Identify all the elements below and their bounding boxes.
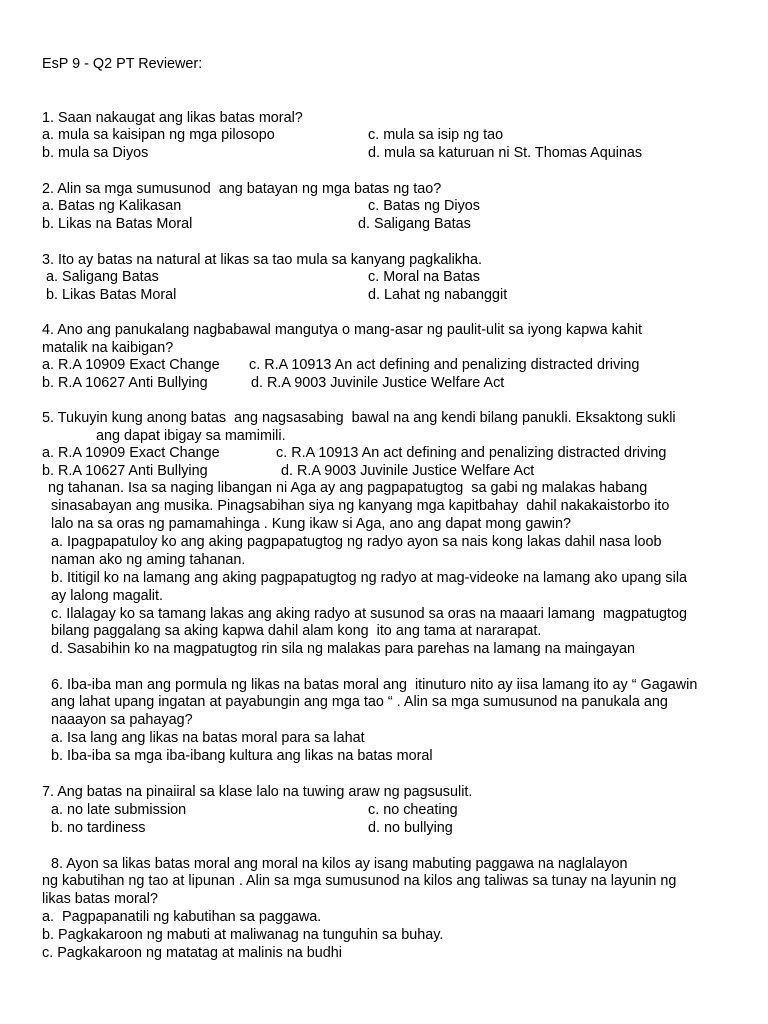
scenario-choice-a-line-2: naman ako ng aming tahanan. bbox=[51, 552, 246, 568]
q3-choice-b: b. Likas Batas Moral bbox=[46, 287, 177, 303]
q6-choice-a: a. Isa lang ang likas na batas moral para sa lahat bbox=[51, 730, 365, 746]
q4-choice-a: a. R.A 10909 Exact Change bbox=[42, 357, 220, 373]
scenario-choice-c-line-2: bilang paggalang sa aking kapwa dahil alam kong ito ang tama at nararapat. bbox=[51, 623, 542, 639]
q8-question-line-3: likas batas moral? bbox=[42, 891, 158, 907]
q6-choice-b: b. Iba-iba sa mga iba-ibang kultura ang likas na batas moral bbox=[51, 748, 433, 764]
q5-choice-c: c. R.A 10913 An act defining and penalizing distracted driving bbox=[276, 445, 667, 461]
q3-choice-a: a. Saligang Batas bbox=[46, 269, 159, 285]
scenario-choice-b-line-2: ay lalong magalit. bbox=[51, 588, 163, 604]
scenario-choice-b-line-1: b. Ititigil ko na lamang ang aking pagpapatugtog ng radyo at mag-videoke na lamang ako upang sila bbox=[51, 570, 688, 586]
q3-question: 3. Ito ay batas na natural at likas sa tao mula sa kanyang pagkalikha. bbox=[42, 252, 482, 268]
q7-question: 7. Ang batas na pinaiiral sa klase lalo na tuwing araw ng pagsusulit. bbox=[42, 784, 473, 800]
q3-choice-d: d. Lahat ng nabanggit bbox=[368, 287, 508, 303]
scenario-line-3: lalo na sa oras ng pamamahinga . Kung ikaw si Aga, ano ang dapat mong gawin? bbox=[51, 516, 572, 532]
q5-question-line-1: 5. Tukuyin kung anong batas ang nagsasabing bawal na ang kendi bilang panukli. Eksaktong sukli bbox=[42, 410, 676, 426]
q5-question-line-2: ang dapat ibigay sa mamimili. bbox=[96, 428, 286, 444]
scenario-line-1: ng tahanan. Isa sa naging libangan ni Aga ay ang pagpapatugtog sa gabi ng malakas habang bbox=[48, 480, 648, 496]
scenario-choice-c-line-1: c. Ilalagay ko sa tamang lakas ang aking radyo at susunod sa oras na maaari lamang magpatugtog bbox=[51, 606, 687, 622]
q8-question-line-1: 8. Ayon sa likas batas moral ang moral na kilos ay isang mabuting paggawa na naglalayon bbox=[51, 856, 628, 872]
q1-choice-a: a. mula sa kaisipan ng mga pilosopo bbox=[42, 127, 275, 143]
q5-choice-a: a. R.A 10909 Exact Change bbox=[42, 445, 220, 461]
q8-question-line-2: ng kabutihan ng tao at lipunan . Alin sa mga sumusunod na kilos ang taliwas sa tunay na layunin ng bbox=[42, 873, 677, 889]
q1-question: 1. Saan nakaugat ang likas batas moral? bbox=[42, 110, 303, 126]
scenario-choice-a-line-1: a. Ipagpapatuloy ko ang aking pagpapatugtog ng radyo ayon sa nais kong lakas dahil nasa loob bbox=[51, 534, 662, 550]
q5-choice-d: d. R.A 9003 Juvinile Justice Welfare Act bbox=[281, 463, 535, 479]
q1-choice-d: d. mula sa katuruan ni St. Thomas Aquinas bbox=[368, 145, 643, 161]
q8-choice-c: c. Pagkakaroon ng matatag at malinis na budhi bbox=[42, 945, 342, 961]
q6-question-line-2: ang lahat upang ingatan at payabungin ang mga tao “ . Alin sa mga sumusunod na panukala ang bbox=[51, 694, 668, 710]
q2-choice-a: a. Batas ng Kalikasan bbox=[42, 198, 182, 214]
q4-choice-b: b. R.A 10627 Anti Bullying bbox=[42, 375, 208, 391]
q4-choice-d: d. R.A 9003 Juvinile Justice Welfare Act bbox=[251, 375, 505, 391]
q7-choice-b: b. no tardiness bbox=[51, 820, 146, 836]
document-title: EsP 9 - Q2 PT Reviewer: bbox=[42, 56, 203, 72]
q2-choice-b: b. Likas na Batas Moral bbox=[42, 216, 193, 232]
q8-choice-a: a. Pagpapanatili ng kabutihan sa paggawa. bbox=[42, 909, 322, 925]
q3-choice-c: c. Moral na Batas bbox=[368, 269, 480, 285]
q4-question-line-2: matalik na kaibigan? bbox=[42, 340, 174, 356]
q6-question-line-3: naaayon sa pahayag? bbox=[51, 712, 193, 728]
q5-choice-b: b. R.A 10627 Anti Bullying bbox=[42, 463, 208, 479]
scenario-choice-d: d. Sasabihin ko na magpatugtog rin sila ng malakas para parehas na lamang na maingayan bbox=[51, 641, 635, 657]
q8-choice-b: b. Pagkakaroon ng mabuti at maliwanag na tunguhin sa buhay. bbox=[42, 927, 444, 943]
q4-question-line-1: 4. Ano ang panukalang nagbabawal mangutya o mang-asar ng paulit-ulit sa iyong kapwa kahit bbox=[42, 322, 643, 338]
scenario-line-2: sinasabayan ang musika. Pinagsabihan siya ng kanyang mga kapitbahay dahil nakakaistorbo ito bbox=[51, 498, 670, 514]
q7-choice-c: c. no cheating bbox=[368, 802, 458, 818]
q7-choice-a: a. no late submission bbox=[51, 802, 187, 818]
q6-question-line-1: 6. Iba-iba man ang pormula ng likas na batas moral ang itinuturo nito ay iisa lamang ito ay “ Gagawin bbox=[51, 677, 698, 693]
q1-choice-c: c. mula sa isip ng tao bbox=[368, 127, 504, 143]
q7-choice-d: d. no bullying bbox=[368, 820, 453, 836]
q2-question: 2. Alin sa mga sumusunod ang batayan ng mga batas ng tao? bbox=[42, 181, 442, 197]
q2-choice-d: d. Saligang Batas bbox=[358, 216, 471, 232]
q2-choice-c: c. Batas ng Diyos bbox=[368, 198, 480, 214]
q4-choice-c: c. R.A 10913 An act defining and penalizing distracted driving bbox=[249, 357, 640, 373]
q1-choice-b: b. mula sa Diyos bbox=[42, 145, 149, 161]
